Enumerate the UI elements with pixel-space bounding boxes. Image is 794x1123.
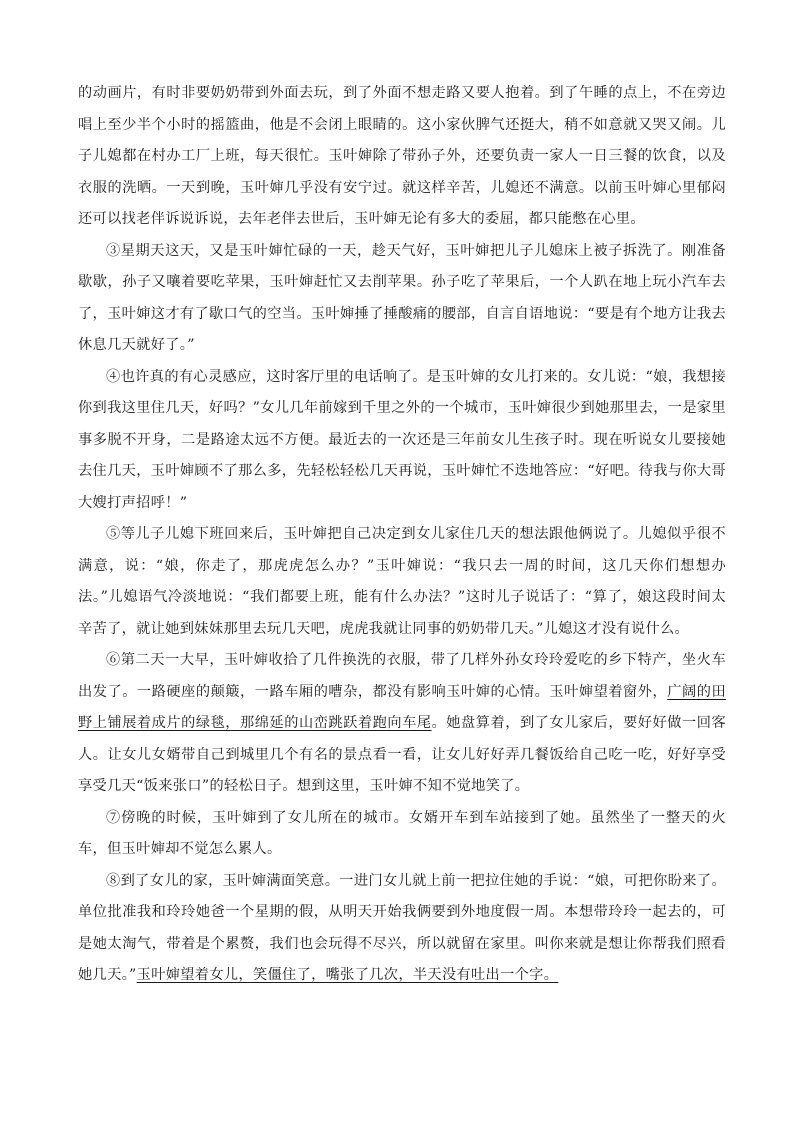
text-segment: 。她盘算着，到了女儿家后，要好好做一回客人。让女儿女婿带自己到城里几个有名的景点看一看，让女儿好好弄几餐饭给自己吃一吃，好好享受享受几天“饭来张口”的轻松日子。想到这里，玉叶婶不知不觉地笑了。 bbox=[78, 715, 726, 794]
paragraph-5 bbox=[78, 519, 726, 645]
text-segment: ⑥第二天一大早，玉叶婶收拾了几件换洗的衣服，带了几样外孙女玲玲爱吃的乡下特产，坐火车出发了。一路硬座的颠簸，一路车厢的嘈杂，都没有影响玉叶婶的心情。玉叶婶望着窗外， bbox=[78, 652, 726, 700]
article-body bbox=[78, 78, 726, 992]
text-segment: ⑦傍晚的时候，玉叶婶到了女儿所在的城市。女婿开车到车站接到了她。虽然坐了一整天的火车，但玉叶婶却不觉怎么累人。 bbox=[78, 809, 726, 857]
paragraph-7 bbox=[78, 803, 726, 866]
text-segment: ⑤等儿子儿媳下班回来后，玉叶婶把自己决定到女儿家住几天的想法跟他俩说了。儿媳似乎很不满意，说：“娘，你走了，那虎虎怎么办？”玉叶婶说：“我只去一周的时间，这几天你们想想办法。”儿媳语气冷淡地说：“我们都要上班，能有什么办法？”这时儿子说话了：“算了，娘这段时间太辛苦了，就让她到妹妹那里去玩几天吧，虎虎我就让同事的奶奶带几天。”儿媳这才没有说什么。 bbox=[78, 526, 726, 637]
text-segment: ④也许真的有心灵感应，这时客厅里的电话响了。是玉叶婶的女儿打来的。女儿说：“娘，我想接你到我这里住几天，好吗？”女儿几年前嫁到千里之外的一个城市，玉叶婶很少到她那里去，一是家里事多脱不开身，二是路途太远不方便。最近去的一次还是三年前女儿生孩子时。现在听说女儿要接她去住几天，玉叶婶顾不了那么多，先轻松轻松几天再说，玉叶婶忙不迭地答应：“好吧。待我与你大哥大嫂打声招呼！” bbox=[78, 368, 726, 511]
paragraph-8 bbox=[78, 866, 726, 992]
underlined-sentence: 广阔的田野上铺展着成片的绿毯，那绵延的山峦跳跃着跑向车尾 bbox=[78, 683, 726, 731]
text-segment: 的动画片，有时非要奶奶带到外面去玩，到了外面不想走路又要人抱着。到了午睡的点上，不在旁边唱上至少半个小时的摇篮曲，他是不会闭上眼睛的。这小家伙脾气还挺大，稍不如意就又哭又闹。儿子儿媳都在村办工厂上班，每天很忙。玉叶婶除了带孙子外，还要负责一家人一日三餐的饮食，以及衣服的洗晒。一天到晚，玉叶婶几乎没有安宁过。就这样辛苦，儿媳还不满意。以前玉叶婶心里郁闷还可以找老伴诉说诉说，去年老伴去世后，玉叶婶无论有多大的委屈，都只能憋在心里。 bbox=[78, 85, 726, 227]
paragraph-continuation bbox=[78, 78, 726, 236]
text-segment: ⑧到了女儿的家，玉叶婶满面笑意。一进门女儿就上前一把拉住她的手说：“娘，可把你盼来了。单位批准我和玲玲她爸一个星期的假，从明天开始我俩要到外地度假一周。本想带玲玲一起去的，可是她太淘气，带着是个累赘，我们也会玩得不尽兴，所以就留在家里。叫你来就是想让你帮我们照看她几天。” bbox=[78, 872, 726, 983]
paragraph-4 bbox=[78, 362, 726, 520]
paragraph-6 bbox=[78, 645, 726, 803]
paragraph-3 bbox=[78, 236, 726, 362]
text-segment: ③星期天这天，又是玉叶婶忙碌的一天，趁天气好，玉叶婶把儿子儿媳床上被子拆洗了。刚准备歇歇，孙子又嚷着要吃苹果，玉叶婶赶忙又去削苹果。孙子吃了苹果后，一个人趴在地上玩小汽车去了，玉叶婶这才有了歇口气的空当。玉叶婶捶了捶酸痛的腰部，自言自语地说：“要是有个地方让我去休息几天就好了。” bbox=[78, 242, 726, 353]
underlined-sentence: 玉叶婶望着女儿，笑僵住了，嘴张了几次，半天没有吐出一个字。 bbox=[136, 967, 559, 983]
